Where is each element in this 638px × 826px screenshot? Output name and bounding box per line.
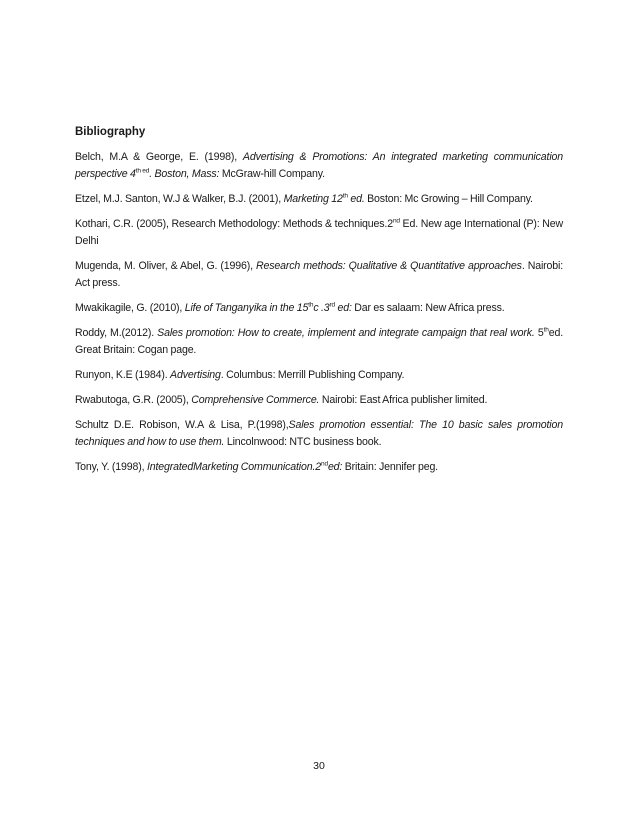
reference-text: . Nairobi: Act press. — [75, 260, 563, 289]
reference-title: Advertising & Promotions: An integrated marketing communication perspective 4 — [75, 151, 564, 180]
reference-title: Sales promotion: How to create, implement and integrate campaign that real work. — [157, 327, 535, 339]
reference-entry — [75, 325, 563, 359]
reference-entry — [75, 191, 563, 208]
reference-text: 5 — [534, 327, 544, 339]
reference-text: Britain: Jennifer peg. — [342, 461, 438, 473]
reference-title: ed. — [347, 193, 365, 205]
reference-text: Boston: Mc Growing – Hill Company. — [364, 193, 533, 205]
reference-entry — [75, 417, 563, 451]
reference-text: Etzel, M.J. Santon, W.J & Walker, B.J. (2001), — [75, 193, 284, 205]
reference-text: . Columbus: Merrill Publishing Company. — [220, 369, 405, 381]
reference-title: Marketing 12 — [283, 193, 343, 205]
bibliography-heading: Bibliography — [75, 126, 146, 138]
reference-title: ed: — [327, 461, 343, 473]
reference-text: McGraw-hill Company. — [219, 168, 325, 180]
reference-text: Belch, M.A & George, E. (1998), — [75, 151, 243, 163]
reference-text: Lincolnwood: NTC business book. — [224, 436, 382, 448]
reference-superscript: th — [543, 326, 549, 334]
bibliography-section — [75, 126, 563, 484]
reference-text: Nairobi: East Africa publisher limited. — [319, 394, 488, 406]
reference-title: Sales promotion essential: The 10 basic sales promotion techniques and how to use them. — [75, 419, 563, 448]
reference-superscript: nd — [321, 460, 328, 468]
reference-text: Tony, Y. (1998), — [75, 461, 147, 473]
reference-text: Ed. New age International (P): New Delhi — [75, 218, 563, 247]
reference-text: ed. Great Britain: Cogan page. — [75, 327, 563, 356]
reference-superscript: rd — [329, 301, 336, 309]
reference-title: Research methods: Qualitative & Quantitative approaches — [256, 260, 522, 272]
reference-entry — [75, 392, 563, 409]
reference-text: Mwakikagile, G. (2010), — [75, 302, 185, 314]
reference-entry — [75, 300, 563, 317]
reference-entry — [75, 216, 563, 250]
reference-title: Life of Tanganyika in the 15 — [184, 302, 309, 314]
reference-entry — [75, 459, 563, 476]
reference-superscript: nd — [392, 217, 400, 225]
reference-text: Rwabutoga, G.R. (2005), — [75, 394, 192, 406]
reference-entry — [75, 149, 563, 183]
reference-superscript: th — [308, 301, 314, 309]
reference-text: Roddy, M.(2012). — [75, 327, 158, 339]
reference-title: ed: — [335, 302, 352, 314]
page-number: 30 — [313, 760, 325, 772]
reference-entry — [75, 367, 563, 384]
reference-superscript: th ed — [135, 167, 150, 175]
reference-text: Runyon, K.E (1984). — [75, 369, 171, 381]
reference-title: IntegratedMarketing Communication.2 — [146, 461, 321, 473]
reference-title: Comprehensive Commerce. — [191, 394, 320, 406]
reference-title: Advertising — [170, 369, 221, 381]
reference-text: Mugenda, M. Oliver, & Abel, G. (1996), — [75, 260, 257, 272]
reference-title: . Boston, Mass: — [149, 168, 220, 180]
reference-entry — [75, 258, 563, 292]
reference-text: Schultz D.E. Robison, W.A & Lisa, P.(1998), — [75, 419, 289, 431]
reference-text: Dar es salaam: New Africa press. — [351, 302, 505, 314]
reference-text: Kothari, C.R. (2005), Research Methodology: Methods & techniques.2 — [75, 218, 393, 230]
reference-title: c .3 — [313, 302, 330, 314]
reference-superscript: th — [342, 192, 348, 200]
